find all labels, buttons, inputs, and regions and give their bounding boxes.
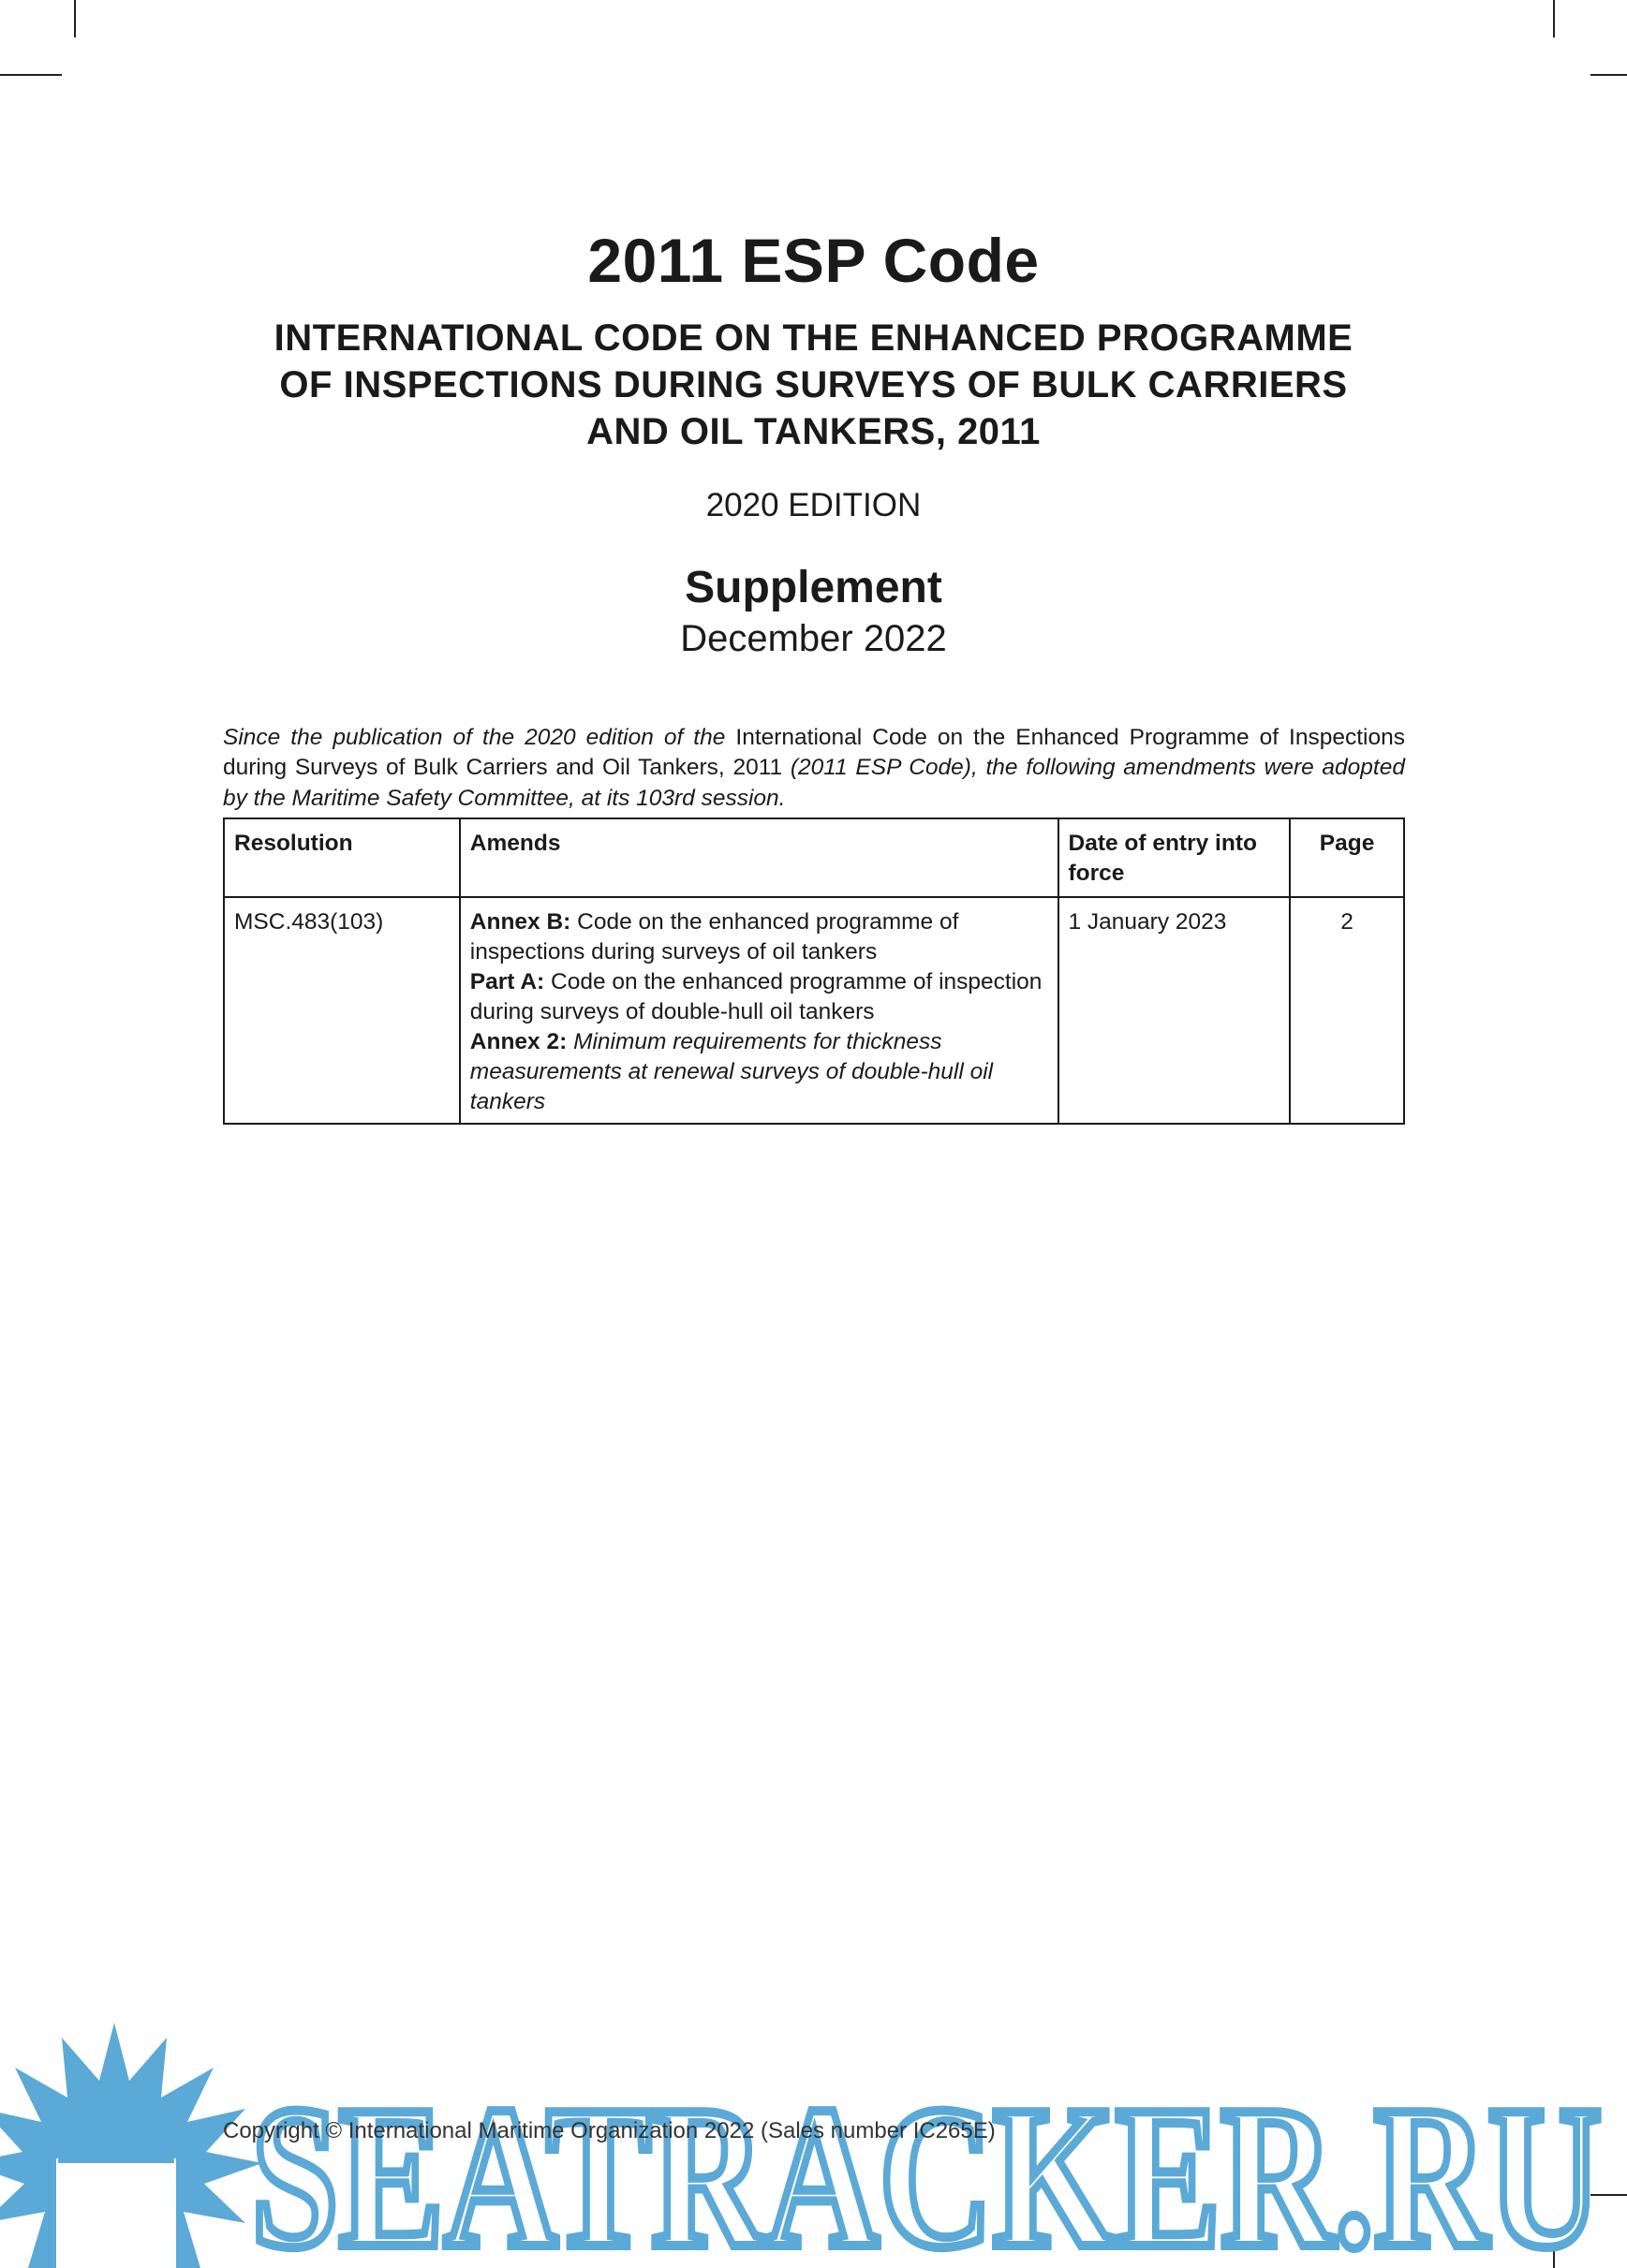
table-header-row: [224, 818, 1404, 897]
supplement-heading: Supplement: [685, 563, 942, 612]
crop-mark: [1590, 74, 1627, 76]
header-amends: Amends: [460, 818, 1058, 897]
amendments-table: [223, 817, 1405, 1125]
intro-part3: (2011 ESP Code), the following amendments were adopted by the Maritime Safety Committee, at its 103rd session.: [223, 755, 1405, 811]
cell-date: 1 January 2023: [1058, 897, 1291, 1124]
intro-paragraph: [223, 723, 1405, 815]
part-a-label: Part A:: [469, 969, 545, 994]
cell-page: 2: [1290, 897, 1404, 1124]
copyright-notice: Copyright © International Maritime Organization 2022 (Sales number IC265E): [223, 2118, 996, 2143]
annex-2-label: Annex 2:: [469, 1029, 568, 1054]
subtitle-line: OF INSPECTIONS DURING SURVEYS OF BULK CARRIERS: [279, 364, 1348, 405]
header-page: Page: [1290, 818, 1404, 897]
supplement-date: December 2022: [680, 618, 947, 659]
intro-part2: International Code on the Enhanced Programme of Inspections during Surveys of Bulk Carriers and Oil Tankers, 2011: [223, 724, 1405, 780]
subtitle-line: AND OIL TANKERS, 2011: [586, 411, 1041, 452]
cell-amends: [460, 897, 1058, 1124]
document-title: 2011 ESP Code: [587, 226, 1040, 295]
watermark-logo: [0, 2023, 1627, 2268]
edition-label: 2020 EDITION: [705, 487, 922, 523]
header-resolution: Resolution: [224, 818, 460, 897]
part-a-text: Code on the enhanced programme of inspection during surveys of double-hull oil tankers: [469, 969, 1043, 1024]
subtitle-line: INTERNATIONAL CODE ON THE ENHANCED PROGRAMME: [274, 317, 1353, 359]
crop-mark: [0, 74, 62, 76]
document-subtitle: [0, 315, 1627, 455]
crop-mark: [74, 0, 76, 37]
header-date-of-entry: Date of entry into force: [1058, 818, 1291, 897]
crop-mark: [1553, 0, 1555, 37]
annex-b-label: Annex B:: [469, 909, 571, 935]
annex-b-text: Code on the enhanced programme of inspections during surveys of oil tankers: [469, 909, 959, 965]
watermark-text: SEATRACKER.RU: [251, 2065, 1602, 2268]
table-row: [224, 897, 1404, 1124]
intro-part1: Since the publication of the 2020 edition of the: [223, 724, 726, 750]
sun-logo-icon: [0, 2023, 262, 2268]
annex-2-text: Minimum requirements for thickness measurements at renewal surveys of double-hull oil tankers: [469, 1029, 994, 1114]
cell-resolution: MSC.483(103): [224, 897, 460, 1124]
